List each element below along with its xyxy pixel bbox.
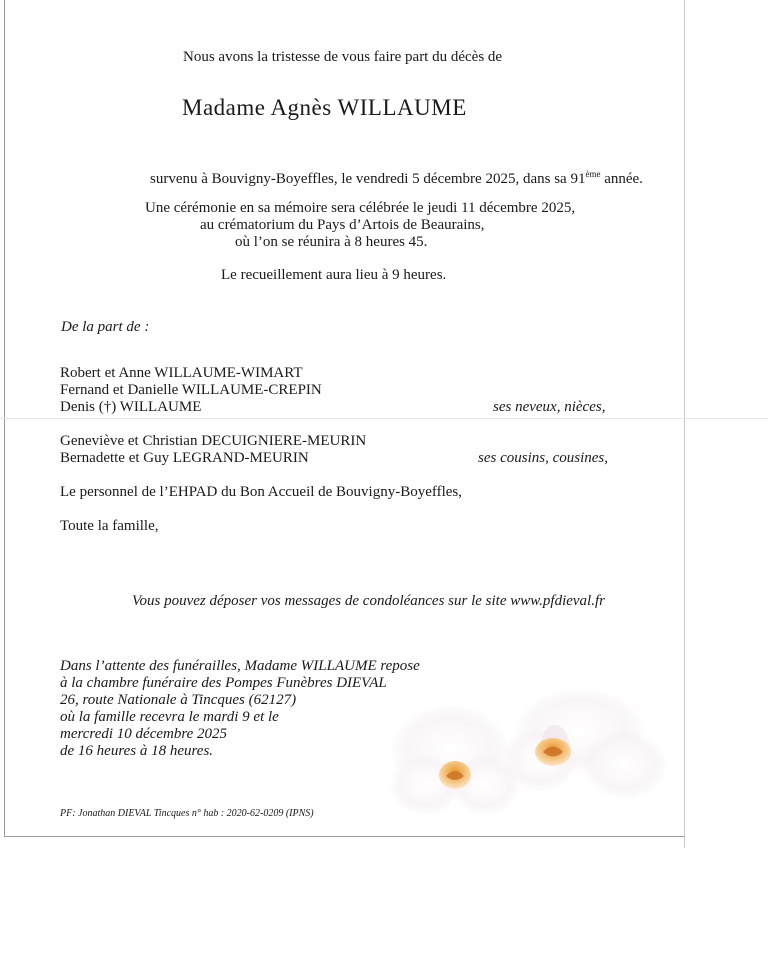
recueillement-text: Le recueillement aura lieu à 9 heures. [221, 267, 447, 283]
family-member: Bernadette et Guy LEGRAND-MEURIN [60, 450, 309, 466]
death-info: survenu à Bouvigny-Boyeffles, le vendredi 5 décembre 2025, dans sa 91ème année. [150, 169, 643, 187]
family-heading: De la part de : [61, 319, 150, 335]
family-relation: ses cousins, cousines, [478, 450, 608, 466]
ceremony-line: où l’on se réunira à 8 heures 45. [235, 234, 428, 250]
orchid-flowers-image [380, 690, 680, 840]
orchid-left [390, 705, 520, 815]
funeral-home-line: de 16 heures à 18 heures. [60, 743, 214, 759]
funeral-home-line: où la famille recevra le mardi 9 et le [60, 709, 279, 725]
scan-fold-line [0, 418, 768, 419]
family-member: Robert et Anne WILLAUME-WIMART [60, 365, 303, 381]
funeral-home-line: Dans l’attente des funérailles, Madame WILLAUME repose [60, 658, 420, 674]
family-member: Geneviève et Christian DECUIGNIERE-MEURIN [60, 433, 367, 449]
deceased-name: Madame Agnès WILLAUME [182, 95, 467, 120]
funeral-home-line: 26, route Nationale à Tincques (62127) [60, 692, 297, 708]
intro-text: Nous avons la tristesse de vous faire part du décès de [183, 49, 503, 65]
staff-line: Le personnel de l’EHPAD du Bon Accueil de Bouvigny-Boyeffles, [60, 484, 463, 500]
funeral-home-line: à la chambre funéraire des Pompes Funèbres DIEVAL [60, 675, 387, 691]
footer-text: PF: Jonathan DIEVAL Tincques n° hab : 2020-62-0209 (IPNS) [60, 808, 314, 819]
condolences-text: Vous pouvez déposer vos messages de condoléances sur le site www.pfdieval.fr [132, 593, 605, 609]
family-member: Fernand et Danielle WILLAUME-CREPIN [60, 382, 322, 398]
family-relation: ses neveux, nièces, [493, 399, 606, 415]
all-family-line: Toute la famille, [60, 518, 159, 534]
ceremony-line: Une cérémonie en sa mémoire sera célébrée le jeudi 11 décembre 2025, [145, 200, 576, 216]
funeral-home-line: mercredi 10 décembre 2025 [60, 726, 228, 742]
page-edge [684, 0, 685, 848]
ceremony-line: au crématorium du Pays d’Artois de Beaurains, [200, 217, 485, 233]
orchid-right [502, 690, 667, 799]
family-member: Denis (†) WILLAUME [60, 399, 202, 415]
